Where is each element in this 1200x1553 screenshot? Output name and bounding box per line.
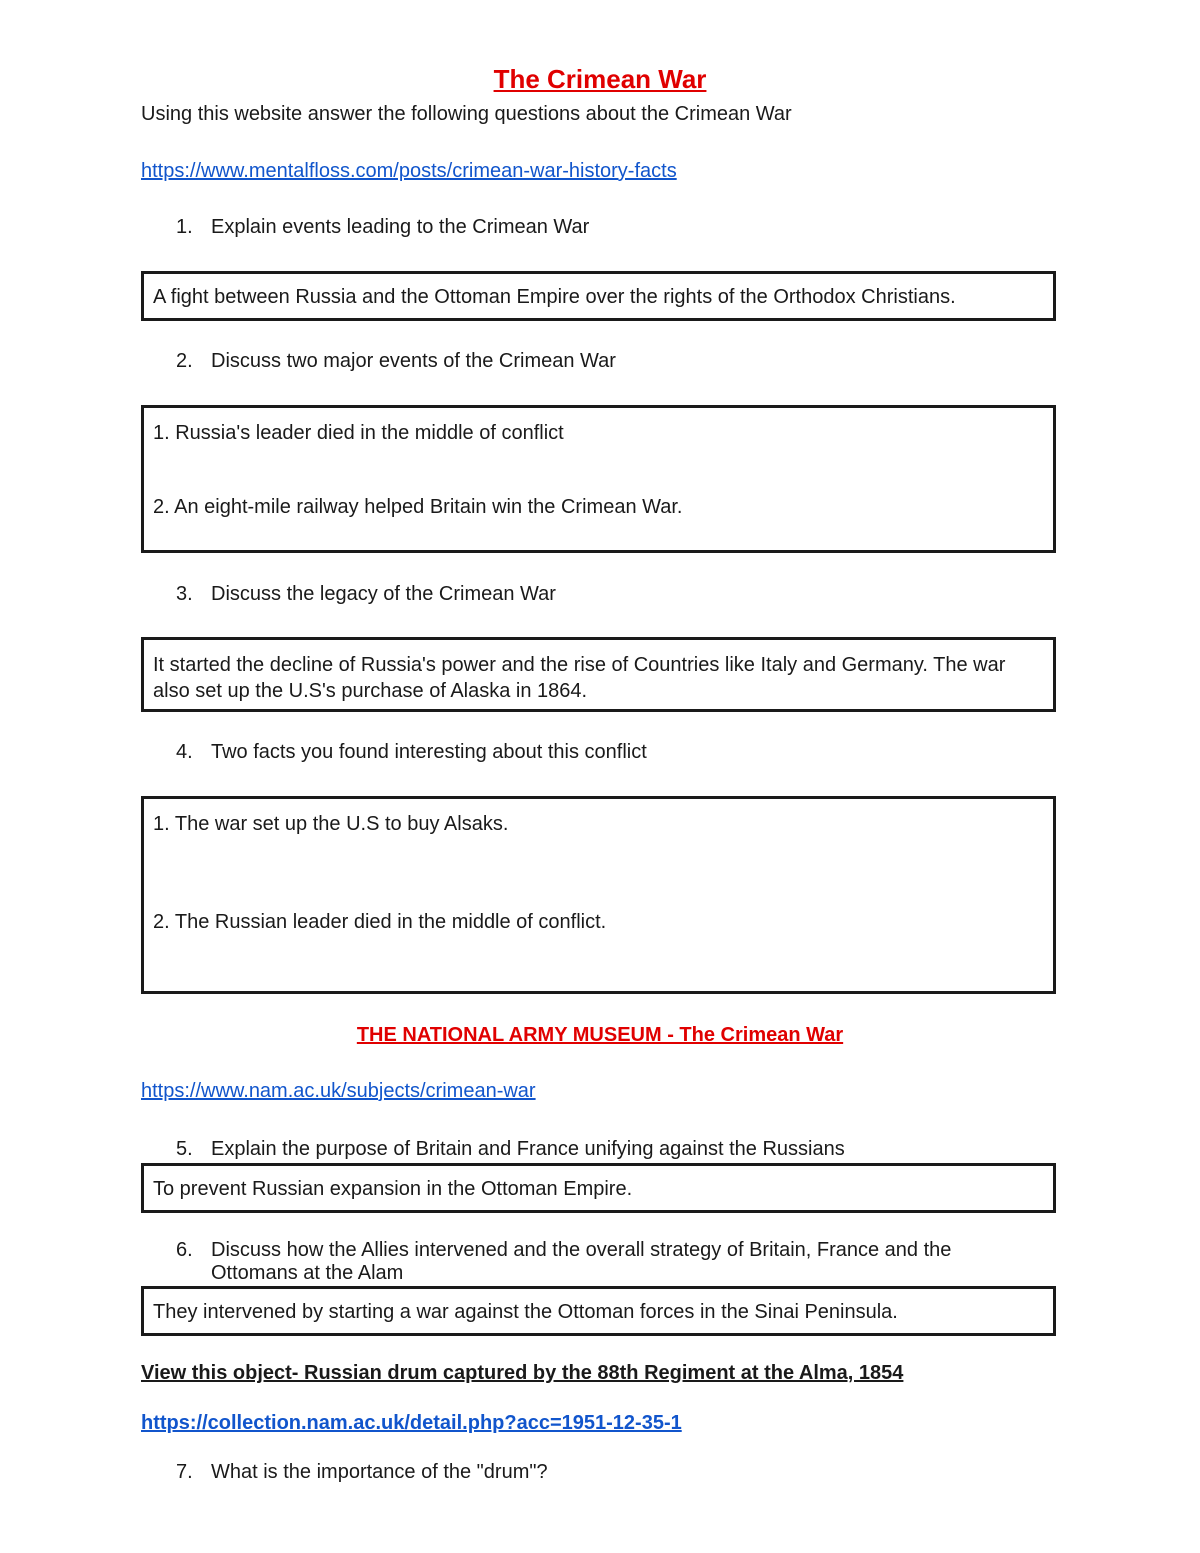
question-number: 6. [176, 1239, 193, 1261]
question-1 [176, 216, 1056, 239]
question-7 [176, 1461, 1056, 1484]
question-5 [176, 1138, 1056, 1161]
answer-box-2[interactable] [141, 405, 1056, 553]
question-number: 4. [176, 741, 193, 763]
question-text: Discuss the legacy of the Crimean War [211, 583, 556, 605]
question-number: 5. [176, 1138, 193, 1160]
question-6 [176, 1239, 1056, 1285]
question-number: 1. [176, 216, 193, 238]
question-text: Explain the purpose of Britain and France unifying against the Russians [211, 1138, 845, 1160]
answer-text: 2. The Russian leader died in the middle of conflict. [153, 911, 607, 933]
object-heading: View this object- Russian drum captured by the 88th Regiment at the Alma, 1854 [141, 1362, 904, 1384]
answer-box-3[interactable] [141, 637, 1056, 712]
answer-box-5[interactable] [141, 1163, 1056, 1213]
answer-text: 2. An eight-mile railway helped Britain win the Crimean War. [153, 496, 683, 518]
intro-text: Using this website answer the following questions about the Crimean War [141, 103, 792, 125]
answer-text: A fight between Russia and the Ottoman Empire over the rights of the Orthodox Christians. [153, 286, 956, 308]
page-title: The Crimean War [493, 64, 707, 94]
question-text: Two facts you found interesting about this conflict [211, 741, 647, 763]
question-number: 3. [176, 583, 193, 605]
question-4 [176, 741, 1056, 764]
answer-text: It started the decline of Russia's power and the rise of Countries like Italy and Germany. The war also set up the U.S's purchase of Alaska in 1864. [153, 654, 1006, 702]
answer-text: They intervened by starting a war against the Ottoman forces in the Sinai Peninsula. [153, 1301, 898, 1323]
section-heading: THE NATIONAL ARMY MUSEUM - The Crimean War [356, 1024, 844, 1046]
answer-box-1[interactable] [141, 271, 1056, 321]
answer-text: 1. The war set up the U.S to buy Alsaks. [153, 813, 509, 835]
question-number: 7. [176, 1461, 193, 1483]
question-text: What is the importance of the "drum"? [211, 1461, 548, 1483]
nam-link[interactable]: https://www.nam.ac.uk/subjects/crimean-war [141, 1080, 536, 1102]
answer-text: 1. Russia's leader died in the middle of conflict [153, 422, 564, 444]
question-3 [176, 583, 1056, 606]
question-number: 2. [176, 350, 193, 372]
question-2 [176, 350, 1056, 373]
answer-box-4[interactable] [141, 796, 1056, 994]
collection-link[interactable]: https://collection.nam.ac.uk/detail.php?acc=1951-12-35-1 [141, 1412, 682, 1434]
answer-box-6[interactable] [141, 1286, 1056, 1336]
question-text: Explain events leading to the Crimean War [211, 216, 590, 238]
question-text: Discuss two major events of the Crimean War [211, 350, 616, 372]
question-text: Discuss how the Allies intervened and the overall strategy of Britain, France and the Ottomans at the Alam [211, 1239, 952, 1284]
answer-text: To prevent Russian expansion in the Ottoman Empire. [153, 1178, 633, 1200]
mentalfloss-link[interactable]: https://www.mentalfloss.com/posts/crimean-war-history-facts [141, 160, 677, 182]
